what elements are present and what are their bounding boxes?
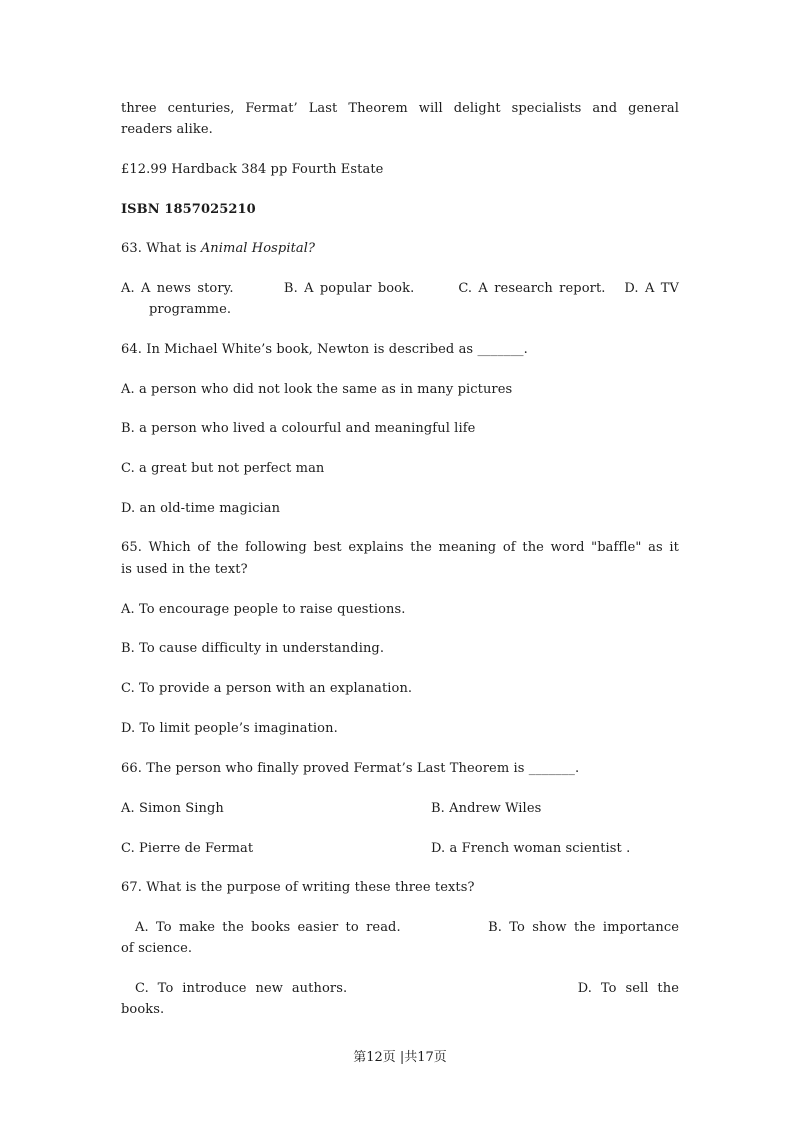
question-65-option-c: C. To provide a person with an explanation. bbox=[121, 681, 413, 696]
passage-line: three centuries, Fermat’ Last Theorem will delight specialists and general bbox=[121, 101, 679, 116]
question-65-option-d: D. To limit people’s imagination. bbox=[121, 721, 338, 736]
question-67-options-cd-wrap: books. bbox=[121, 1002, 165, 1017]
question-65-stem-wrap: is used in the text? bbox=[121, 562, 248, 577]
question-67-options-cd: C. To introduce new authors. D. To sell the bbox=[135, 981, 679, 996]
question-67-options-ab: A. To make the books easier to read. B. To show the importance bbox=[135, 920, 679, 935]
isbn-line: ISBN 1857025210 bbox=[121, 202, 256, 217]
passage-line: readers alike. bbox=[121, 122, 213, 137]
question-67-options-ab-wrap: of science. bbox=[121, 941, 193, 956]
question-65-option-a: A. To encourage people to raise questions. bbox=[121, 602, 406, 617]
book-price-line: £12.99 Hardback 384 pp Fourth Estate bbox=[121, 162, 384, 177]
question-64-option-c: C. a great but not perfect man bbox=[121, 461, 325, 476]
question-63-title: Animal Hospital? bbox=[200, 241, 316, 256]
question-63-stem bbox=[121, 239, 315, 259]
question-63-options: A. A news story. B. A popular book. C. A research report. D. A TV bbox=[121, 281, 679, 296]
question-63-options-wrap: programme. bbox=[149, 302, 232, 317]
question-66-option-a: A. Simon Singh bbox=[121, 801, 224, 816]
question-64-option-b: B. a person who lived a colourful and meaningful life bbox=[121, 421, 476, 436]
question-66-option-d: D. a French woman scientist . bbox=[431, 841, 631, 856]
question-66-stem: 66. The person who finally proved Fermat’s Last Theorem is _______. bbox=[121, 761, 580, 776]
question-67-stem: 67. What is the purpose of writing these three texts? bbox=[121, 880, 475, 895]
question-65-option-b: B. To cause difficulty in understanding. bbox=[121, 641, 385, 656]
question-65-stem: 65. Which of the following best explains the meaning of the word "baffle" as it bbox=[121, 540, 679, 555]
question-64-stem: 64. In Michael White’s book, Newton is described as _______. bbox=[121, 342, 528, 357]
question-63-prefix: 63. What is bbox=[121, 241, 201, 256]
question-64-option-a: A. a person who did not look the same as in many pictures bbox=[121, 382, 513, 397]
question-66-option-b: B. Andrew Wiles bbox=[431, 801, 542, 816]
page-number-footer: 第12页 |共17页 bbox=[353, 1050, 447, 1065]
question-66-option-c: C. Pierre de Fermat bbox=[121, 841, 254, 856]
question-64-option-d: D. an old-time magician bbox=[121, 501, 281, 516]
